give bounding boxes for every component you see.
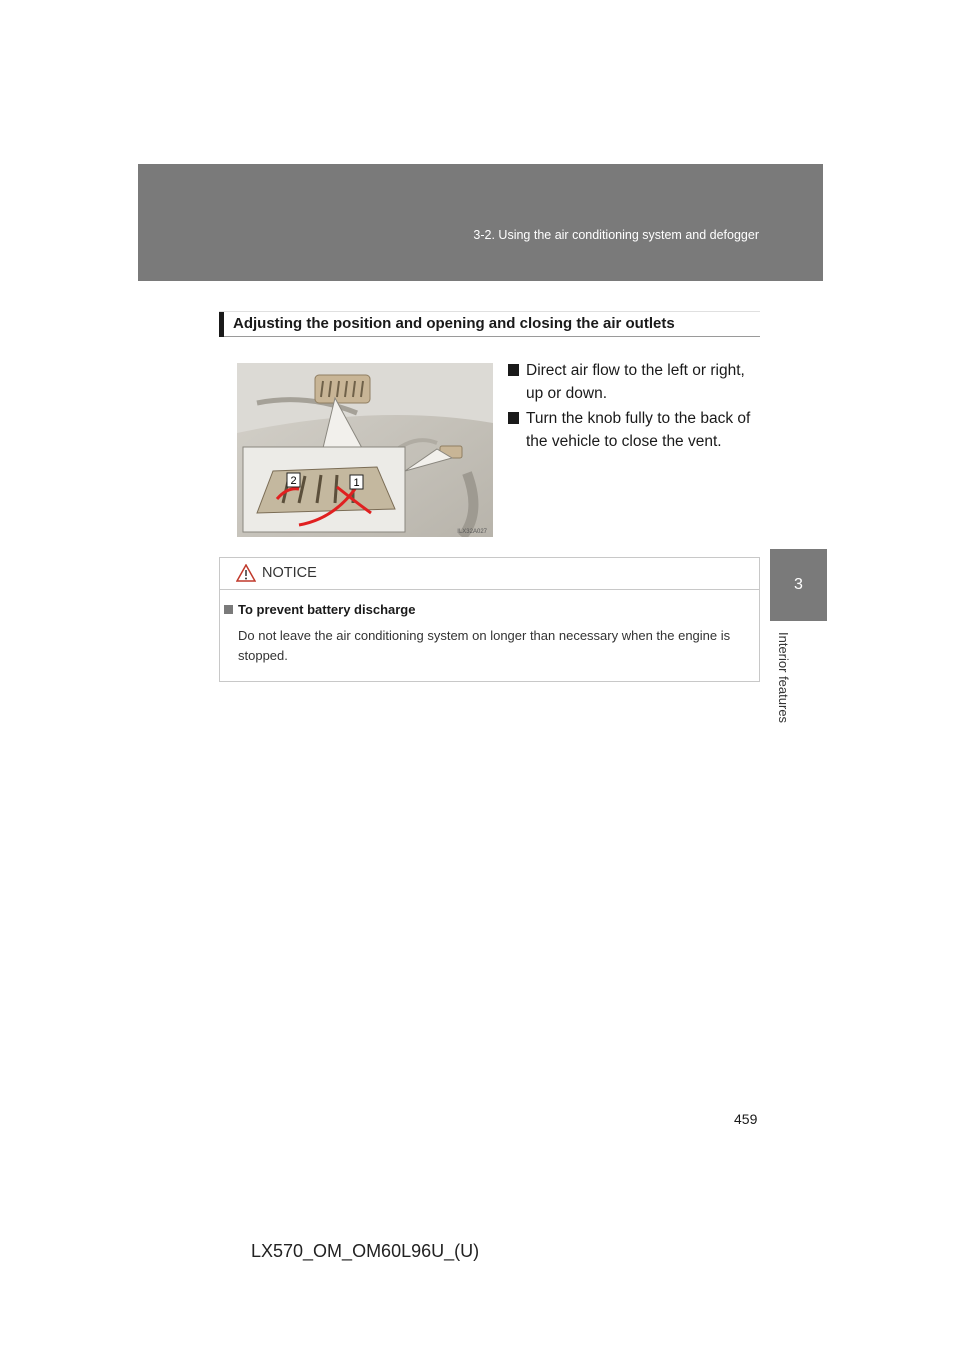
step-2: [508, 407, 758, 453]
chapter-tab: 3: [770, 549, 827, 621]
air-outlet-illustration: [237, 363, 493, 537]
section-title: 3-2. Using the air conditioning system and defogger: [473, 228, 759, 242]
step-1-text: Direct air flow to the left or right, up or down.: [526, 362, 745, 402]
step-2-text: Turn the knob fully to the back of the vehicle to close the vent.: [526, 410, 751, 450]
callout-2: 2: [290, 475, 297, 487]
warning-triangle-icon: [236, 564, 256, 582]
chapter-label: Interior features: [776, 632, 791, 724]
notice-body: Do not leave the air conditioning system on longer than necessary when the engine is stopped.: [238, 628, 731, 663]
square-bullet-icon: [224, 605, 233, 614]
section-heading: [219, 311, 760, 337]
notice-header: [220, 558, 759, 590]
notice-label: NOTICE: [262, 565, 317, 581]
heading-text: Adjusting the position and opening and closing the air outlets: [233, 315, 675, 332]
page-number: 459: [734, 1111, 758, 1127]
step-1: [508, 359, 758, 405]
notice-subheading-text: To prevent battery discharge: [238, 602, 416, 617]
image-code: ILX32A027: [457, 529, 487, 535]
step-2-marker: [508, 412, 519, 424]
step-1-marker: [508, 364, 519, 376]
document-code: LX570_OM_OM60L96U_(U): [251, 1241, 480, 1261]
notice-box: [219, 557, 760, 682]
page-header: [138, 164, 823, 281]
notice-subheading: [224, 602, 415, 617]
callout-1: 1: [353, 477, 360, 489]
heading-bar: [219, 312, 224, 337]
